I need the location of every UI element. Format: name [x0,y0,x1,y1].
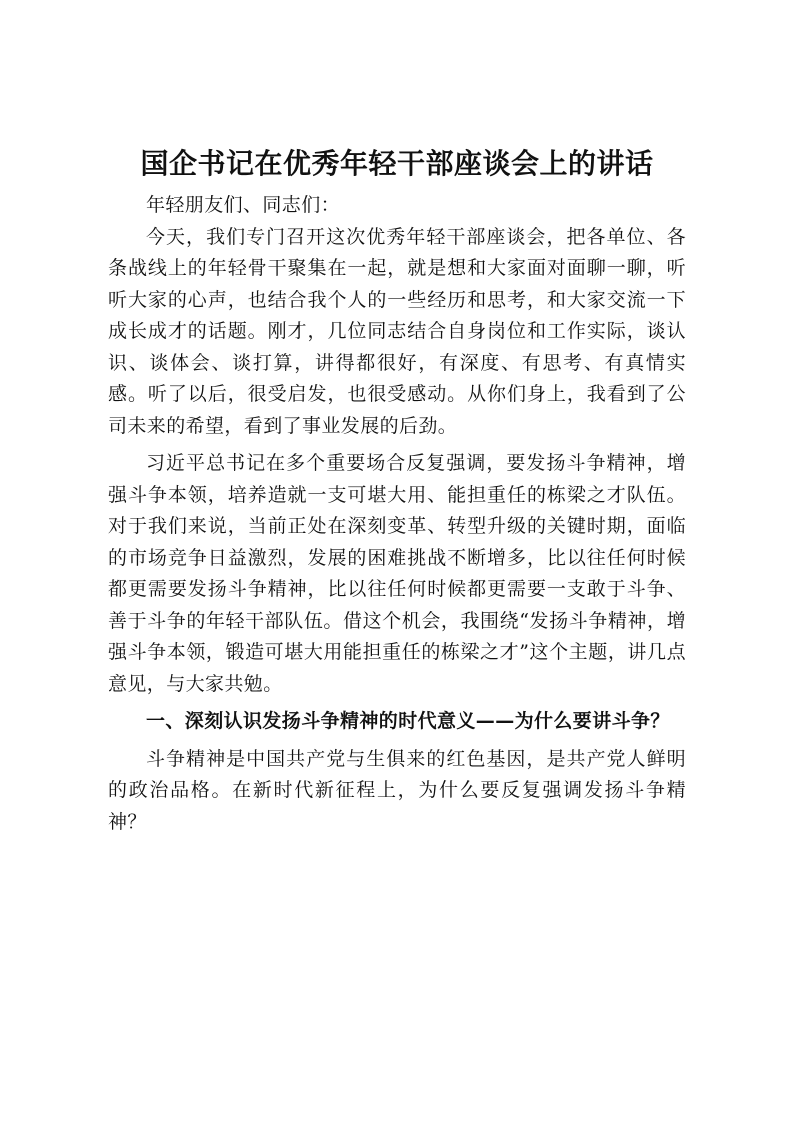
document-title: 国企书记在优秀年轻干部座谈会上的讲话 [140,147,654,180]
paragraph-opening: 今天，我们专门召开这次优秀年轻干部座谈会，把各单位、各条战线上的年轻骨干聚集在一起，就是想和大家面对面聊一聊，听听大家的心声，也结合我个人的一些经历和思考，和大家交流一下成长成才的话题。刚才，几位同志结合自身岗位和工作实际，谈认识、谈体会、谈打算，讲得都很好，有深度、有思考、有真情实感。听了以后，很受启发，也很受感动。从你们身上，我看到了公司未来的希望，看到了事业发展的后劲。 [108,225,686,437]
section-heading: 一、深刻认识发扬斗争精神的时代意义——为什么要讲斗争？ [146,710,670,732]
greeting: 年轻朋友们、同志们： [146,194,341,216]
section-paragraph: 斗争精神是中国共产党与生俱来的红色基因，是共产党人鲜明的政治品格。在新时代新征程上，为什么要反复强调发扬斗争精神？ [108,747,686,833]
paragraph-context: 习近平总书记在多个重要场合反复强调，要发扬斗争精神，增强斗争本领，培养造就一支可堪大用、能担重任的栋梁之才队伍。对于我们来说，当前正处在深刻变革、转型升级的关键时期，面临的市场竞争日益激烈，发展的困难挑战不断增多，比以往任何时候都更需要发扬斗争精神，比以往任何时候都更需要一支敢于斗争、善于斗争的年轻干部队伍。借这个机会，我围绕“发扬斗争精神，增强斗争本领，锻造可堪大用能担重任的栋梁之才”这个主题，讲几点意见，与大家共勉。 [108,452,686,695]
document-page [108,138,686,838]
